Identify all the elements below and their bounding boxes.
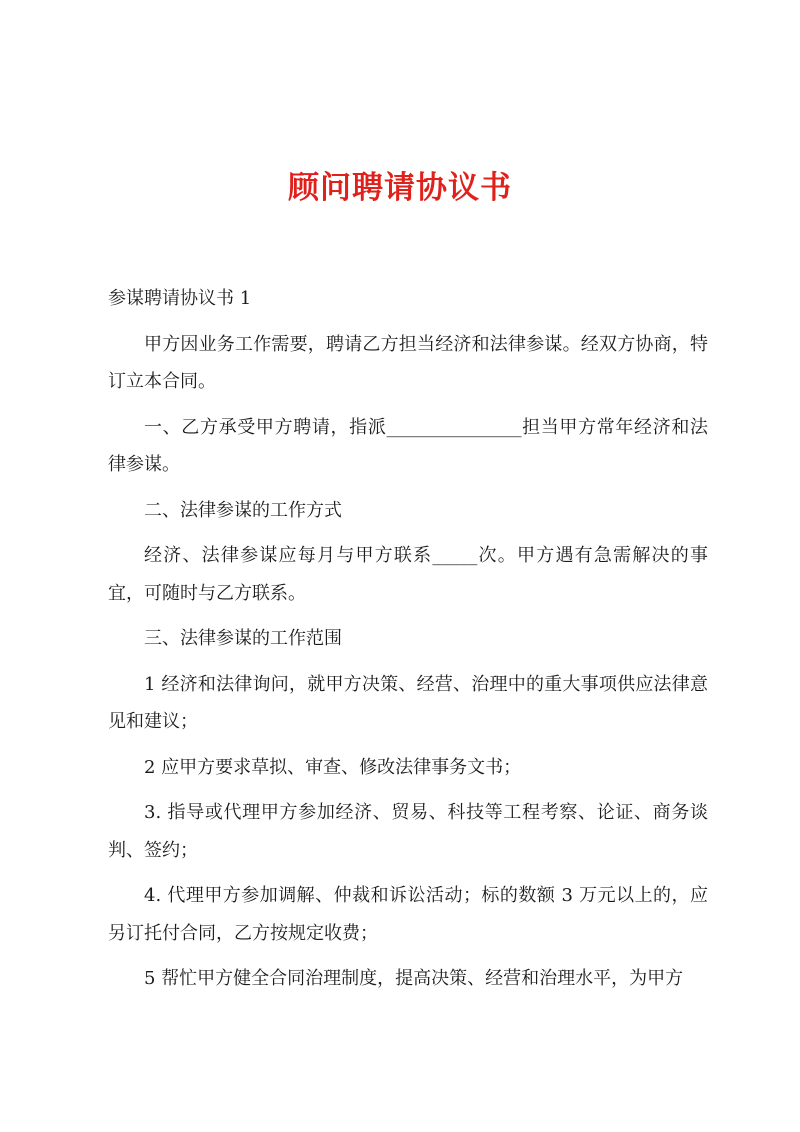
- list-item: 5 帮忙甲方健全合同治理制度，提高决策、经营和治理水平，为甲方: [144, 968, 684, 989]
- list-item: 2 应甲方要求草拟、审查、修改法律事务文书；: [144, 756, 522, 778]
- section-heading: 二、法律参谋的工作方式: [144, 499, 342, 521]
- paragraph-heading: 参谋聘请协议书 1: [108, 288, 252, 309]
- section-heading: 三、法律参谋的工作范围: [144, 628, 342, 649]
- document-body: [108, 280, 708, 1006]
- paragraph: 经济、法律参谋应每月与甲方联系_____次。甲方遇有急需解决的事宜，可随时与乙方联系。: [108, 545, 708, 604]
- paragraph: 甲方因业务工作需要，聘请乙方担当经济和法律参谋。经双方协商，特订立本合同。: [108, 333, 708, 392]
- list-item: 4. 代理甲方参加调解、仲裁和诉讼活动；标的数额 3 万元以上的，应另订托付合同，乙方按规定收费；: [108, 885, 708, 944]
- list-item: 1 经济和法律询问，就甲方决策、经营、治理中的重大事项供应法律意见和建议；: [108, 673, 708, 732]
- paragraph: 一、乙方承受甲方聘请，指派_______________担当甲方常年经济和法律参谋。: [108, 416, 708, 475]
- document-title: 顾问聘请协议书: [288, 170, 512, 206]
- list-item: 3. 指导或代理甲方参加经济、贸易、科技等工程考察、论证、商务谈判、签约；: [108, 802, 708, 861]
